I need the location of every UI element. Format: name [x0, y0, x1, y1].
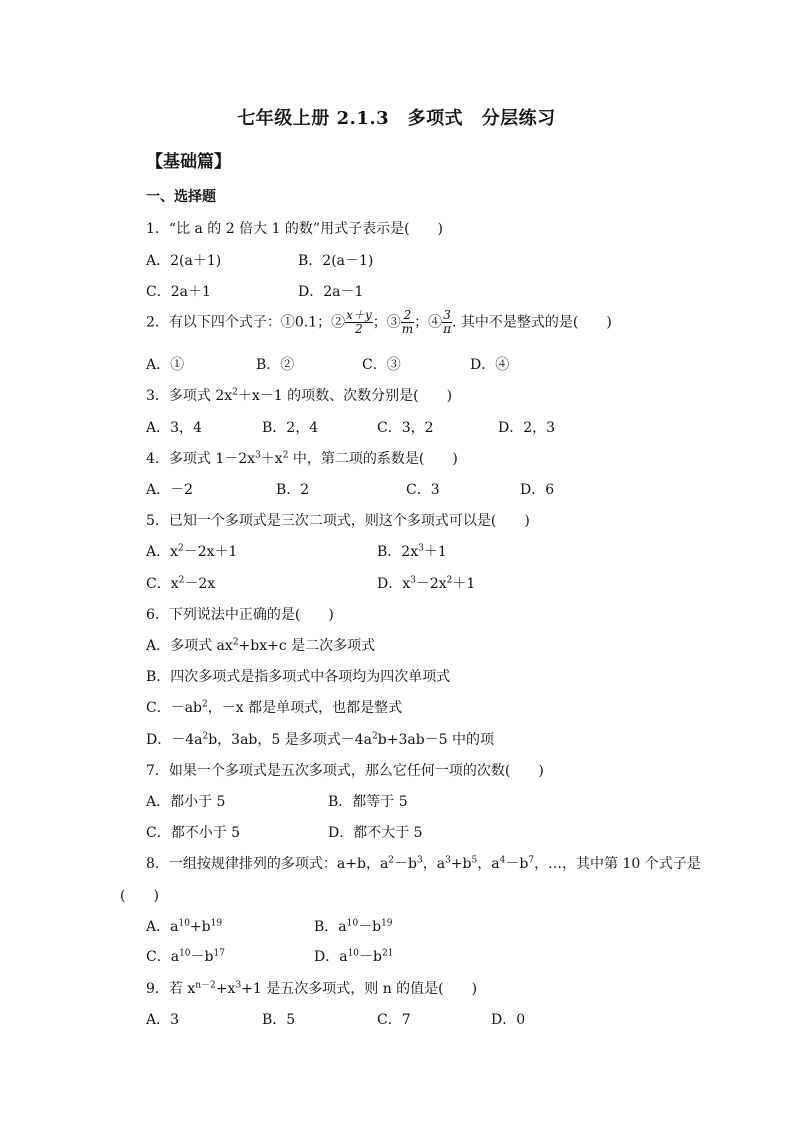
exponent: 10 — [179, 948, 191, 959]
exponent: 21 — [382, 948, 394, 959]
exponent: 2 — [232, 387, 238, 398]
question-7-option-a: A．都小于 5 — [146, 794, 226, 810]
question-3-option-b: B．2，4 — [262, 420, 319, 436]
exponent: 19 — [210, 918, 223, 929]
question-2-option-a: A．① — [146, 357, 185, 373]
exponent: 3 — [255, 450, 261, 461]
exponent: 3 — [417, 855, 423, 866]
fraction-numerator: 3 — [443, 308, 451, 322]
option-text: +b — [189, 919, 211, 935]
question-1-option-b: B．2(a－1) — [298, 253, 374, 269]
fraction-3-over-pi — [442, 309, 452, 336]
option-text: +bx+c 是二次多项式 — [238, 638, 376, 654]
question-5-option-d — [377, 573, 475, 593]
page-title: 七年级上册 2.1.3 多项式 分层练习 — [237, 108, 556, 129]
question-9-option-b: B．5 — [262, 1012, 296, 1028]
exponent: 10 — [346, 918, 359, 929]
question-8-option-c — [146, 946, 225, 966]
question-4-option-b: B．2 — [276, 482, 310, 498]
question-8-stem-text: －b — [505, 856, 529, 872]
exponent: 3 — [445, 855, 451, 866]
question-8-stem-text: 8．一组按规律排列的多项式：a+b，a — [146, 856, 389, 872]
option-text: －b — [359, 949, 382, 965]
fraction-denominator: π — [443, 322, 452, 336]
exponent: n－2 — [195, 980, 216, 991]
question-4-stem — [146, 448, 458, 468]
option-text: ，－x 都是单项式，也都是整式 — [207, 700, 403, 716]
question-3-option-d: D．2，3 — [498, 420, 556, 436]
question-5-stem: 5．已知一个多项式是三次二项式，则这个多项式可以是( ) — [146, 513, 530, 529]
question-7-option-b: B．都等于 5 — [328, 794, 408, 810]
option-text: C．a — [146, 949, 180, 965]
question-2-stem-suffix: . 其中不是整式的是( ) — [452, 314, 612, 331]
question-2-option-b: B．② — [256, 357, 295, 373]
question-9-stem-c: +1 是五次多项式，则 n 的值是( ) — [241, 981, 478, 997]
question-2-stem-prefix: 2．有以下四个式子：①0.1；② — [146, 314, 346, 331]
section-heading: 【基础篇】 — [146, 152, 231, 172]
question-8-stem-continuation: ( ) — [120, 888, 159, 904]
exponent: 17 — [213, 948, 225, 959]
option-text: A．x — [146, 544, 179, 560]
question-9-stem-b: +x — [215, 981, 236, 997]
exponent: 3 — [235, 980, 242, 991]
exponent: 2 — [202, 731, 209, 742]
option-text: C．－ab — [146, 700, 203, 716]
question-2-option-d: D．④ — [470, 357, 510, 373]
question-5-option-a — [146, 541, 237, 561]
exponent: 3 — [418, 543, 424, 554]
fraction-x-plus-y-over-2 — [345, 309, 373, 336]
question-1-option-d: D．2a－1 — [298, 284, 364, 300]
question-6-stem: 6．下列说法中正确的是( ) — [146, 607, 334, 623]
question-8-stem-text: +b — [450, 856, 472, 872]
option-text: －2x＋1 — [183, 544, 238, 560]
option-text: D．x — [377, 576, 411, 592]
question-8-option-a — [146, 916, 222, 936]
question-7-stem: 7．如果一个多项式是五次多项式，那么它任何一项的次数( ) — [146, 763, 544, 779]
question-4-stem-b: ＋x — [260, 451, 283, 467]
question-2-stem-mid2: ；④ — [414, 314, 443, 331]
option-text: －b — [190, 949, 214, 965]
question-8-stem-text: －b — [394, 856, 417, 872]
option-text: B．2x — [377, 544, 419, 560]
question-7-option-d: D．都不大于 5 — [328, 825, 423, 841]
option-text: B．a — [314, 919, 347, 935]
question-6-option-d — [146, 729, 494, 749]
question-4-option-a: A．－2 — [146, 482, 194, 498]
option-text: A．多项式 ax — [146, 638, 233, 654]
option-text: D．－4a — [146, 732, 203, 748]
option-text: －b — [358, 919, 382, 935]
question-9-stem-a: 9．若 x — [146, 981, 196, 997]
question-5-option-b — [377, 541, 447, 561]
exponent: 3 — [410, 575, 416, 586]
question-9-option-d: D．0 — [491, 1012, 526, 1028]
question-3-stem-b: ＋x－1 的项数、次数分别是( ) — [237, 388, 453, 404]
question-4-option-c: C．3 — [406, 482, 440, 498]
exponent: 2 — [202, 699, 208, 710]
question-1-stem: 1．“比 a 的 2 倍大 1 的数”用式子表示是( ) — [146, 221, 444, 237]
exponent: 7 — [528, 855, 535, 866]
exponent: 2 — [388, 855, 395, 866]
option-text: D．a — [314, 949, 348, 965]
option-text: b，3ab，5 是多项式－4a — [208, 732, 373, 748]
option-text: ＋1 — [452, 576, 476, 592]
option-text: b+3ab－5 中的项 — [377, 732, 495, 748]
fraction-denominator: m — [401, 322, 414, 336]
question-4-stem-c: 中，第二项的系数是( ) — [288, 451, 458, 467]
question-8-stem-text: ，a — [422, 856, 446, 872]
option-text: －2x — [415, 576, 447, 592]
question-4-stem-a: 4．多项式 1－2x — [146, 451, 256, 467]
exponent: 4 — [499, 855, 506, 866]
exponent: 2 — [372, 731, 378, 742]
question-4-option-d: D．6 — [520, 482, 555, 498]
question-8-stem-text: ，a — [477, 856, 500, 872]
question-8-stem — [146, 853, 701, 873]
question-5-option-c — [146, 573, 215, 593]
exponent: 2 — [232, 637, 239, 648]
question-6-option-b: B．四次多项式是指多项式中各项均为四次单项式 — [146, 669, 451, 685]
question-8-stem-text: ，…，其中第 10 个式子是 — [534, 856, 701, 872]
option-text: C．x — [146, 576, 179, 592]
question-6-option-c — [146, 697, 402, 717]
exponent: 2 — [282, 450, 289, 461]
question-7-option-c: C．都不小于 5 — [146, 825, 241, 841]
question-9-option-c: C．7 — [377, 1012, 411, 1028]
exponent: 2 — [178, 575, 185, 586]
fraction-numerator: x＋y — [346, 308, 372, 322]
exponent: 10 — [178, 918, 190, 929]
question-1-option-a: A．2(a＋1) — [146, 253, 222, 269]
exponent: 2 — [446, 575, 453, 586]
exponent: 5 — [471, 855, 478, 866]
question-3-stem-a: 3．多项式 2x — [146, 388, 233, 404]
question-3-option-c: C．3，2 — [377, 420, 434, 436]
exponent: 10 — [347, 948, 360, 959]
option-text: ＋1 — [423, 544, 447, 560]
fraction-numerator: 2 — [401, 309, 414, 323]
question-3-stem — [146, 385, 452, 405]
question-8-option-d — [314, 946, 393, 966]
question-6-option-a — [146, 635, 375, 655]
question-9-stem — [146, 978, 477, 998]
question-8-option-b — [314, 916, 393, 936]
question-3-option-a: A．3，4 — [146, 420, 202, 436]
question-2-stem — [146, 309, 612, 336]
fraction-2-over-m — [401, 309, 414, 336]
question-2-stem-mid1: ；③ — [372, 314, 401, 331]
option-text: A．a — [146, 919, 179, 935]
fraction-denominator: 2 — [355, 322, 363, 336]
exponent: 2 — [178, 543, 184, 554]
subsection-heading: 一、选择题 — [146, 189, 216, 205]
question-2-option-c: C．③ — [362, 357, 401, 373]
option-text: －2x — [184, 576, 216, 592]
question-1-option-c: C．2a＋1 — [146, 284, 211, 300]
exponent: 19 — [381, 918, 393, 929]
question-9-option-a: A．3 — [146, 1012, 180, 1028]
